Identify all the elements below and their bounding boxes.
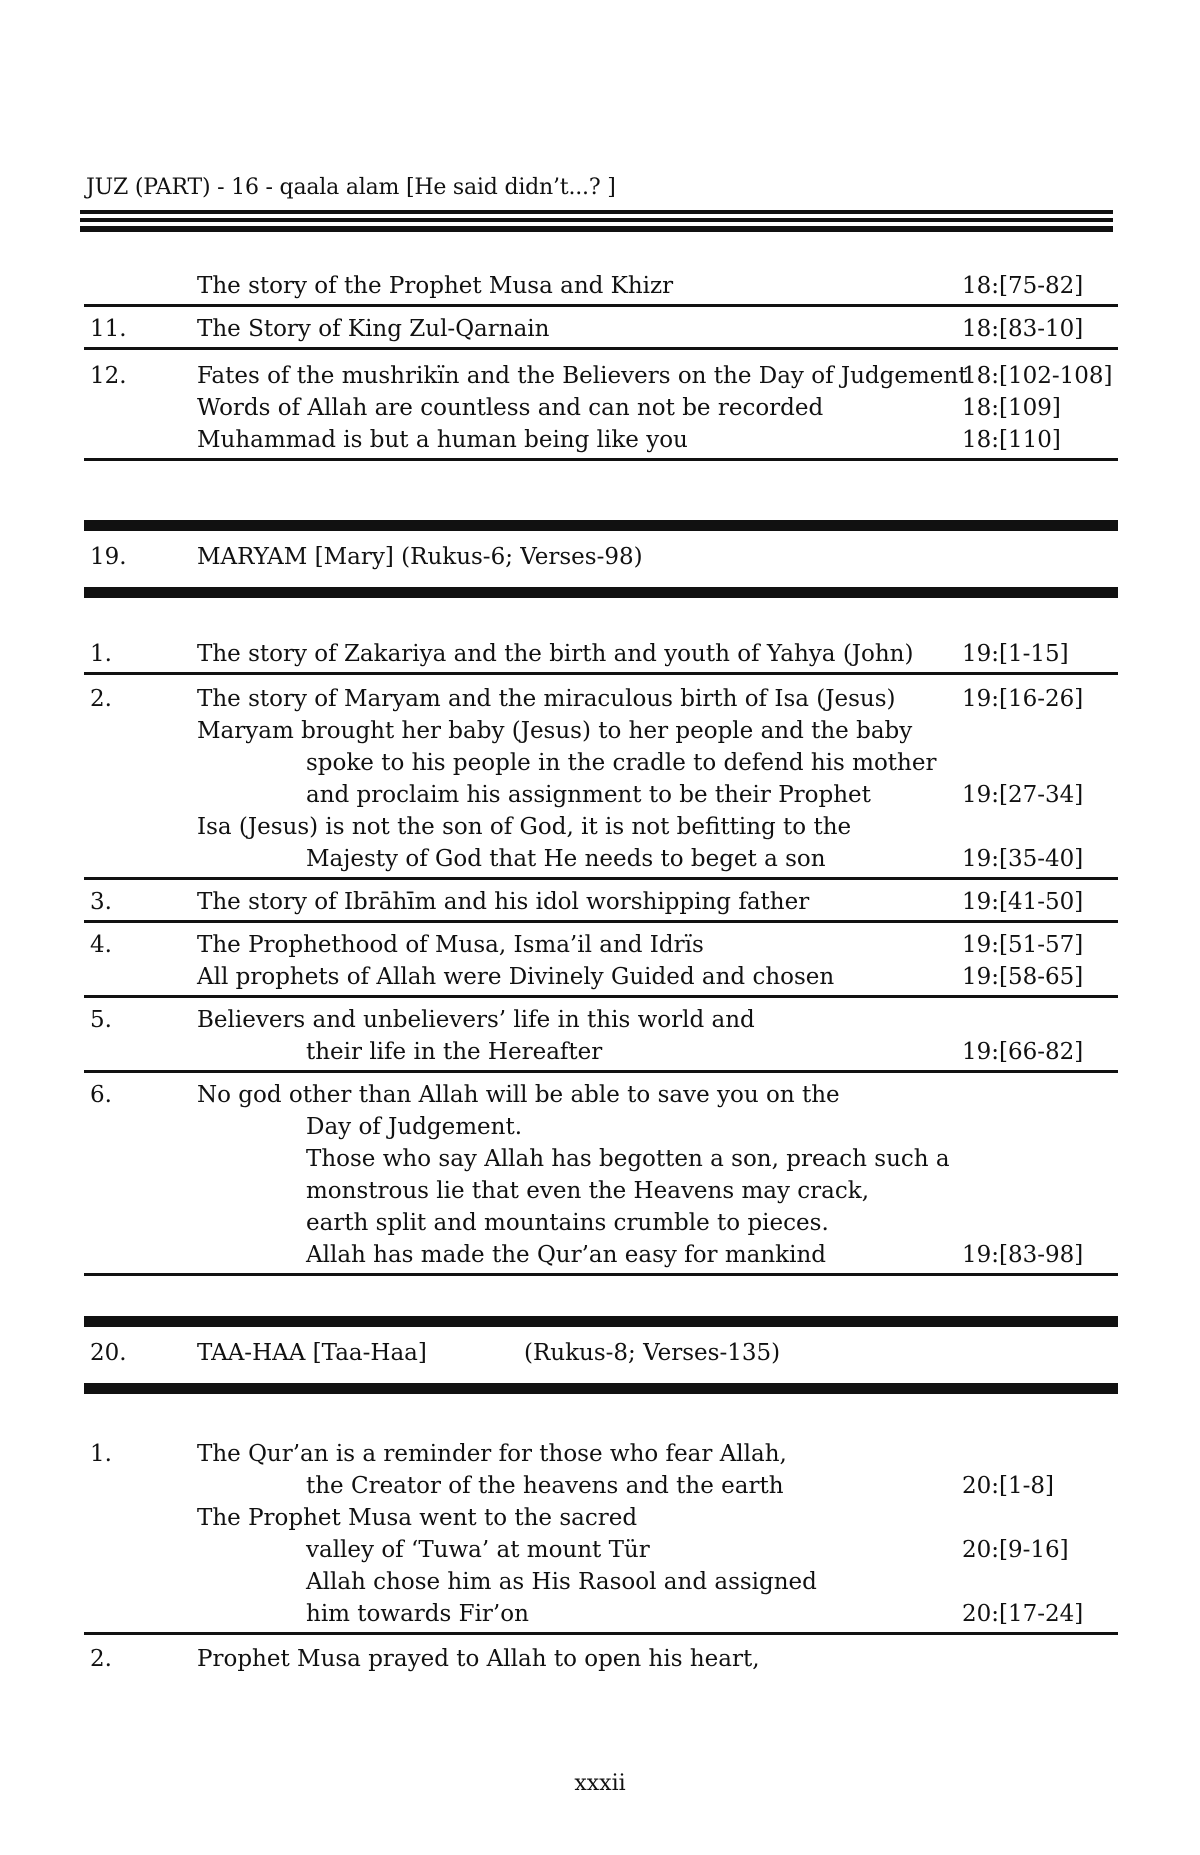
list-item: 1. The Qur’an is a reminder for those who fear Allah, the Creator of the heavens and the earth 20:[1-8] The Prophet Musa went to the sacred valley of ‘Tuwa’ at mount Tür 20:[9-16] Allah chose him as His Rasool and assigned him towards Fir’on 20:[17-24] bbox=[84, 1440, 1118, 1632]
verse-ref: 19:[35-40] bbox=[962, 846, 1084, 872]
surah-number: 20. bbox=[90, 1340, 127, 1366]
item-number: 6. bbox=[90, 1082, 112, 1108]
surah-title: MARYAM [Mary] (Rukus-6; Verses-98) bbox=[197, 544, 643, 570]
page-header: JUZ (PART) - 16 - qaala alam [He said didn’t...? ] bbox=[86, 175, 616, 200]
list-item: 12. Fates of the mushrikïn and the Believers on the Day of Judgement 18:[102-108] Words of Allah are countless and can not be recorded 18:[109] Muhammad is but a human being like you 18:[110] bbox=[84, 362, 1118, 458]
page-number: xxxii bbox=[574, 1771, 626, 1796]
item-number: 1. bbox=[90, 1441, 112, 1467]
verse-ref: 19:[16-26] bbox=[962, 686, 1084, 712]
verse-ref: 19:[58-65] bbox=[962, 964, 1084, 990]
section-18-list bbox=[84, 272, 1118, 461]
verse-ref: 18:[109] bbox=[962, 395, 1061, 421]
header-rule bbox=[80, 210, 1113, 232]
verse-ref: 19:[66-82] bbox=[962, 1039, 1084, 1065]
list-item: 3. The story of Ibrāhīm and his idol worshipping father 19:[41-50] bbox=[84, 888, 1118, 920]
item-number: 1. bbox=[90, 641, 112, 667]
item-number: 2. bbox=[90, 686, 112, 712]
item-number: 11. bbox=[90, 316, 127, 342]
verse-ref: 19:[27-34] bbox=[962, 782, 1084, 808]
surah-20-list bbox=[84, 1440, 1118, 1677]
item-number: 12. bbox=[90, 363, 127, 389]
verse-ref: 20:[17-24] bbox=[962, 1601, 1084, 1627]
list-item: 6. No god other than Allah will be able to save you on the Day of Judgement. Those who say Allah has begotten a son, preach such a monstrous lie that even the Heavens may crack, earth split and mountains crumble to pieces. Allah has made the Qur’an easy for mankind 19:[83-98] bbox=[84, 1081, 1118, 1273]
verse-ref: 19:[1-15] bbox=[962, 641, 1069, 667]
verse-ref: 19:[51-57] bbox=[962, 932, 1084, 958]
verse-ref: 18:[75-82] bbox=[962, 273, 1084, 299]
item-number: 4. bbox=[90, 932, 112, 958]
surah-20-heading bbox=[84, 1316, 1118, 1394]
verse-ref: 19:[83-98] bbox=[962, 1242, 1084, 1268]
item-number: 2. bbox=[90, 1646, 112, 1672]
list-item: 11. The Story of King Zul-Qarnain 18:[83-10] bbox=[84, 315, 1118, 347]
verse-ref: 18:[83-10] bbox=[962, 316, 1084, 342]
list-item: 2. Prophet Musa prayed to Allah to open his heart, bbox=[84, 1645, 1118, 1677]
surah-19-list bbox=[84, 640, 1118, 1276]
divider bbox=[84, 458, 1118, 461]
list-item: 5. Believers and unbelievers’ life in this world and their life in the Hereafter 19:[66-82] bbox=[84, 1006, 1118, 1070]
surah-number: 19. bbox=[90, 544, 127, 570]
list-item: 4. The Prophethood of Musa, Isma’il and Idrïs 19:[51-57] All prophets of Allah were Divinely Guided and chosen 19:[58-65] bbox=[84, 931, 1118, 995]
verse-ref: 18:[102-108] bbox=[962, 363, 1113, 389]
verse-ref: 20:[9-16] bbox=[962, 1537, 1069, 1563]
item-number: 3. bbox=[90, 889, 112, 915]
surah-19-heading bbox=[84, 520, 1118, 598]
verse-ref: 18:[110] bbox=[962, 427, 1061, 453]
list-item: The story of the Prophet Musa and Khizr 18:[75-82] bbox=[84, 272, 1118, 304]
verse-ref: 19:[41-50] bbox=[962, 889, 1084, 915]
verse-ref: 20:[1-8] bbox=[962, 1473, 1054, 1499]
surah-title: TAA-HAA [Taa-Haa] bbox=[197, 1340, 427, 1366]
list-item: 1. The story of Zakariya and the birth and youth of Yahya (John) 19:[1-15] bbox=[84, 640, 1118, 672]
divider bbox=[84, 1273, 1118, 1276]
list-item: 2. The story of Maryam and the miraculous birth of Isa (Jesus) 19:[16-26] Maryam brought her baby (Jesus) to her people and the baby spoke to his people in the cradle to defend his mother and proclaim his assignment to be their Prophet 19:[27-34] Isa (Jesus) is not the son of God, it is not befitting to the Majesty of God that He needs to beget a son 19:[35-40] bbox=[84, 685, 1118, 877]
surah-meta: (Rukus-8; Verses-135) bbox=[524, 1340, 781, 1366]
item-number: 5. bbox=[90, 1007, 112, 1033]
